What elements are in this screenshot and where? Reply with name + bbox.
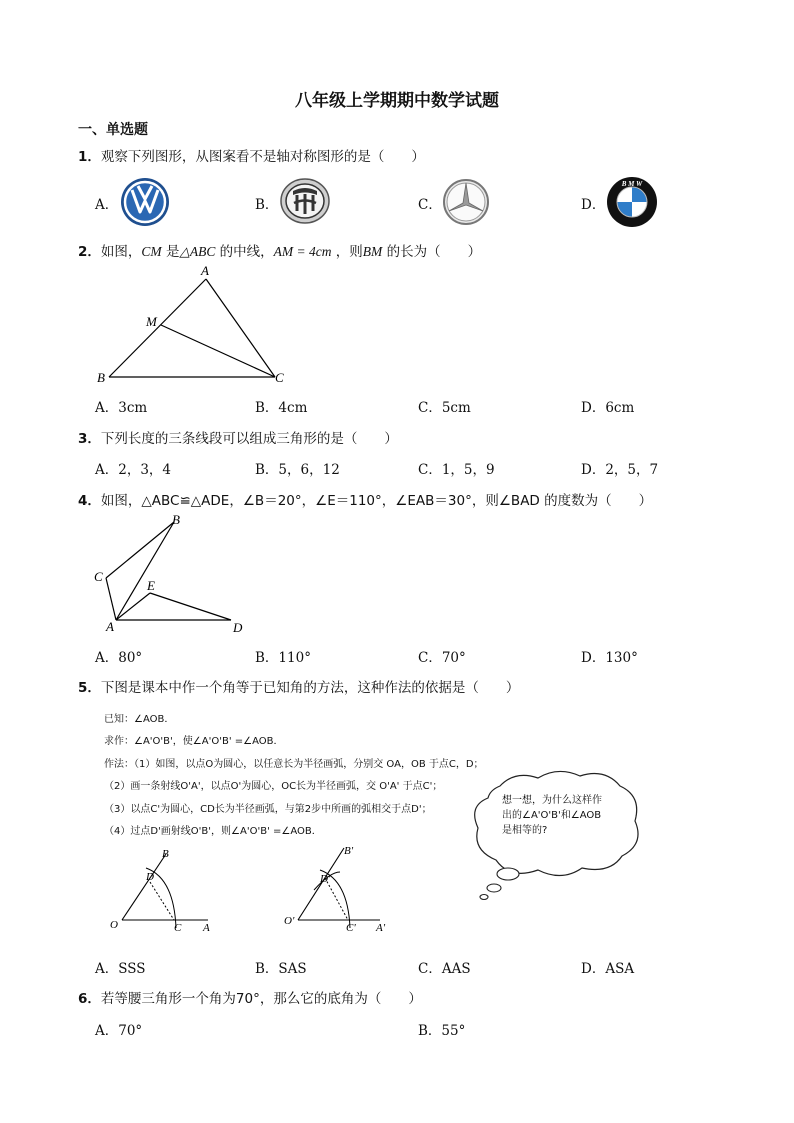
label-o-prime: O' — [284, 915, 295, 927]
question-text: 下图是课本中作一个角等于已知角的方法，这种作法的依据是（ ） — [100, 680, 520, 696]
q5-known: 已知：∠AOB． — [104, 714, 175, 725]
q6-option-b[interactable]: B．55° — [418, 1023, 466, 1039]
q5-figure-original — [108, 842, 218, 936]
vw-logo-icon — [120, 177, 170, 227]
q4-option-c[interactable]: C．70° — [418, 650, 466, 666]
am-length: AM = 4cm — [273, 244, 332, 259]
q1-option-c[interactable]: C． — [418, 197, 442, 213]
label-b: B — [97, 370, 105, 385]
label-c: C — [174, 922, 182, 934]
label-c-prime: C' — [346, 922, 356, 934]
page-title: 八年级上学期期中数学试题 — [295, 91, 499, 111]
q5-step-1: 作法：（1）如图，以点O为圆心，以任意长为半径画弧，分别交 OA，OB 于点C，D； — [104, 759, 484, 770]
question-number: 5． — [78, 680, 101, 696]
q1-option-d[interactable]: D． — [581, 197, 606, 213]
q5-option-a[interactable]: A．SSS — [95, 961, 146, 977]
question-text: 如图， — [100, 244, 142, 260]
q3-option-c[interactable]: C．1，5，9 — [418, 462, 495, 478]
question-6 — [78, 987, 422, 1007]
q3-option-d[interactable]: D．2，5，7 — [581, 462, 659, 478]
q2-option-b[interactable]: B．4cm — [255, 400, 308, 416]
label-d-prime: D' — [320, 873, 331, 885]
question-2 — [78, 240, 481, 260]
label-e: E — [147, 578, 155, 593]
q2-figure — [95, 262, 295, 387]
question-number: 2． — [78, 244, 101, 260]
label-a-prime: A' — [376, 922, 386, 934]
q5-option-c[interactable]: C．AAS — [418, 961, 471, 977]
question-1 — [78, 145, 425, 165]
bmw-logo-icon — [606, 176, 658, 228]
label-d: D — [233, 620, 243, 635]
thought-line: 是相等的? — [502, 825, 548, 836]
label-b-prime: B' — [344, 845, 354, 857]
q5-step-3: （3）以点C'为圆心，CD长为半径画弧，与第2步中所画的弧相交于点D'； — [104, 804, 432, 815]
label-a: A — [106, 619, 114, 634]
q4-option-d[interactable]: D．130° — [581, 650, 638, 666]
q4-option-a[interactable]: A．80° — [95, 650, 143, 666]
q6-option-a[interactable]: A．70° — [95, 1023, 143, 1039]
q2-option-a[interactable]: A．3cm — [95, 400, 148, 416]
label-a: A — [203, 922, 210, 934]
label-d: D — [146, 871, 154, 883]
segment-bm: BM — [362, 244, 383, 259]
question-text: 若等腰三角形一个角为70°，那么它的底角为（ ） — [100, 991, 422, 1007]
section-heading: 一、单选题 — [78, 122, 148, 138]
q5-step-2: （2）画一条射线O'A'，以点O'为圆心，OC长为半径画弧，交 O'A' 于点C'； — [104, 781, 443, 792]
segment-cm: CM — [141, 244, 162, 259]
label-b: B — [172, 512, 180, 527]
question-5 — [78, 676, 519, 696]
question-text: 下列长度的三条线段可以组成三角形的是（ ） — [100, 431, 398, 447]
brilliance-logo-icon — [279, 176, 331, 226]
question-4 — [78, 489, 652, 509]
q4-figure — [88, 510, 258, 638]
q2-option-c[interactable]: C．5cm — [418, 400, 471, 416]
triangle-abc: △ABC — [179, 244, 216, 259]
q5-option-d[interactable]: D．ASA — [581, 961, 635, 977]
question-text: 的长为（ ） — [382, 244, 482, 260]
q5-step-4: （4）过点D'画射线O'B'，则∠A'O'B' =∠AOB． — [104, 826, 322, 837]
q1-option-a[interactable]: A． — [95, 197, 119, 213]
label-c: C — [94, 569, 103, 584]
label-a: A — [201, 263, 209, 278]
q4-option-b[interactable]: B．110° — [255, 650, 311, 666]
question-text: ，则 — [331, 244, 363, 260]
thought-line: 出的∠A'O'B'和∠AOB — [502, 810, 602, 821]
question-text: 观察下列图形，从图案看不是轴对称图形的是（ ） — [100, 149, 425, 165]
q2-option-d[interactable]: D．6cm — [581, 400, 635, 416]
question-number: 4． — [78, 493, 101, 509]
mercedes-logo-icon — [442, 178, 490, 226]
question-text: 的中线， — [215, 244, 274, 260]
label-b: B — [162, 848, 169, 860]
label-o: O — [110, 919, 118, 931]
q5-figure-copy — [280, 842, 400, 936]
thought-text — [502, 793, 602, 838]
thought-line: 想一想，为什么这样作 — [502, 795, 602, 806]
question-text: 是 — [161, 244, 180, 260]
question-number: 6． — [78, 991, 101, 1007]
label-m: M — [146, 314, 157, 329]
q1-option-b[interactable]: B． — [255, 197, 279, 213]
question-3 — [78, 427, 398, 447]
q3-option-a[interactable]: A．2，3，4 — [95, 462, 172, 478]
question-number: 3． — [78, 431, 101, 447]
q5-ask: 求作：∠A'O'B'，使∠A'O'B' =∠AOB． — [104, 736, 284, 747]
bmw-lettering: B M W — [621, 180, 643, 188]
q5-option-b[interactable]: B．SAS — [255, 961, 307, 977]
question-text: 如图，△ABC≌△ADE，∠B＝20°，∠E＝110°，∠EAB＝30°，则∠BAD 的度数为（ ） — [100, 493, 653, 509]
label-c: C — [275, 370, 284, 385]
q3-option-b[interactable]: B．5，6，12 — [255, 462, 340, 478]
question-number: 1． — [78, 149, 101, 165]
